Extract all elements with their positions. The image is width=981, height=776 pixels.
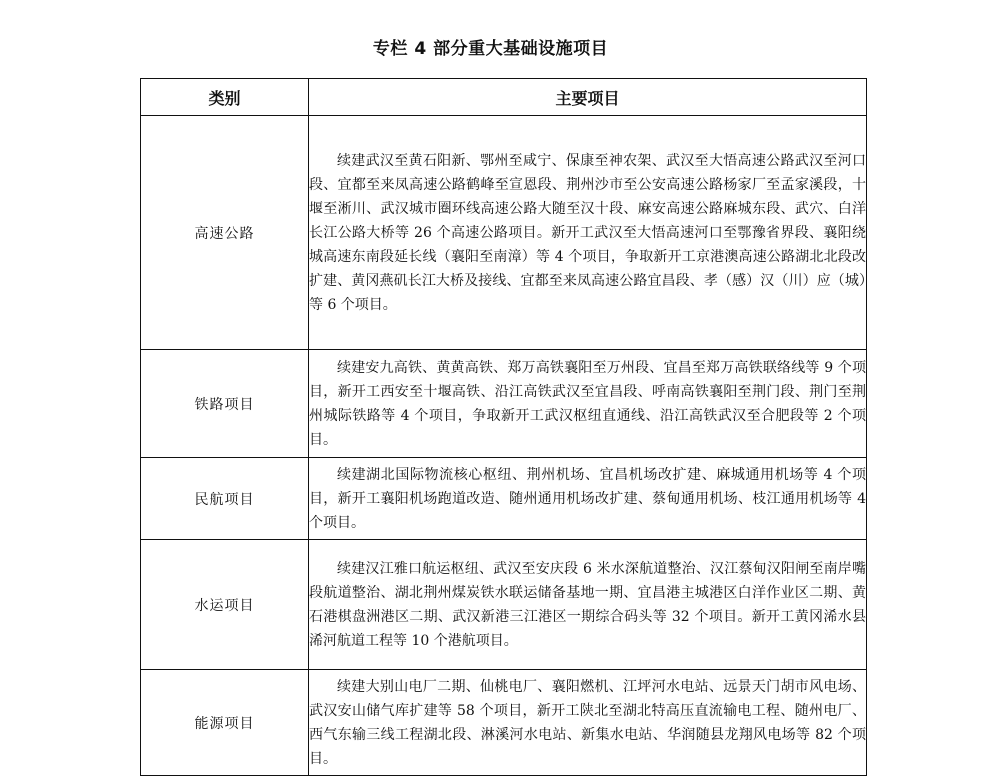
table-row — [141, 670, 867, 776]
row-content: 续建汉江雅口航运枢纽、武汉至安庆段 6 米水深航道整治、汉江蔡甸汉阳闸至南岸嘴段航道整治、湖北荆州煤炭铁水联运储备基地一期、宜昌港主城港区白洋作业区二期、黄石港棋盘洲港区二期、武汉新港三江港区一期综合码头等 32 个项目。新开工黄冈浠水县浠河航道工程等 10 个港航项目。 — [309, 540, 867, 670]
row-category: 水运项目 — [141, 540, 309, 670]
row-content: 续建武汉至黄石阳新、鄂州至咸宁、保康至神农架、武汉至大悟高速公路武汉至河口段、宜都至来凤高速公路鹤峰至宣恩段、荆州沙市至公安高速公路杨家厂至孟家溪段，十堰至淅川、武汉城市圈环线高速公路大随至汉十段、麻安高速公路麻城东段、武穴、白洋长江公路大桥等 26 个高速公路项目。新开工武汉至大悟高速河口至鄂豫省界段、襄阳绕城高速东南段延长线（襄阳至南漳）等 4 个项目，争取新开工京港澳高速公路湖北北段改扩建、黄冈燕矶长江大桥及接线、宜都至来凤高速公路宜昌段、孝（感）汉（川）应（城）等 6 个项目。 — [309, 116, 867, 350]
page-title: 专栏 4 部分重大基础设施项目 — [372, 39, 609, 59]
table-row — [141, 350, 867, 458]
row-category: 民航项目 — [141, 458, 309, 540]
table-row — [141, 116, 867, 350]
projects-table — [140, 78, 867, 776]
row-category: 能源项目 — [141, 670, 309, 776]
row-category: 铁路项目 — [141, 350, 309, 458]
row-content: 续建大别山电厂二期、仙桃电厂、襄阳燃机、江坪河水电站、远景天门胡市风电场、武汉安山储气库扩建等 58 个项目，新开工陕北至湖北特高压直流输电工程、随州电厂、西气东输三线工程湖北段、淋溪河水电站、新集水电站、华润随县龙翔风电场等 82 个项目。 — [309, 670, 867, 776]
header-category: 类别 — [141, 79, 309, 116]
table-row — [141, 458, 867, 540]
table-row — [141, 540, 867, 670]
row-category: 高速公路 — [141, 116, 309, 350]
row-content: 续建湖北国际物流核心枢纽、荆州机场、宜昌机场改扩建、麻城通用机场等 4 个项目，新开工襄阳机场跑道改造、随州通用机场改扩建、蔡甸通用机场、枝江通用机场等 4 个项目。 — [309, 458, 867, 540]
row-content: 续建安九高铁、黄黄高铁、郑万高铁襄阳至万州段、宜昌至郑万高铁联络线等 9 个项目，新开工西安至十堰高铁、沿江高铁武汉至宜昌段、呼南高铁襄阳至荆门段、荆门至荆州城际铁路等 4 个项目，争取新开工武汉枢纽直通线、沿江高铁武汉至合肥段等 2 个项目。 — [309, 350, 867, 458]
header-main-projects: 主要项目 — [309, 79, 867, 116]
table-header-row — [141, 79, 867, 116]
